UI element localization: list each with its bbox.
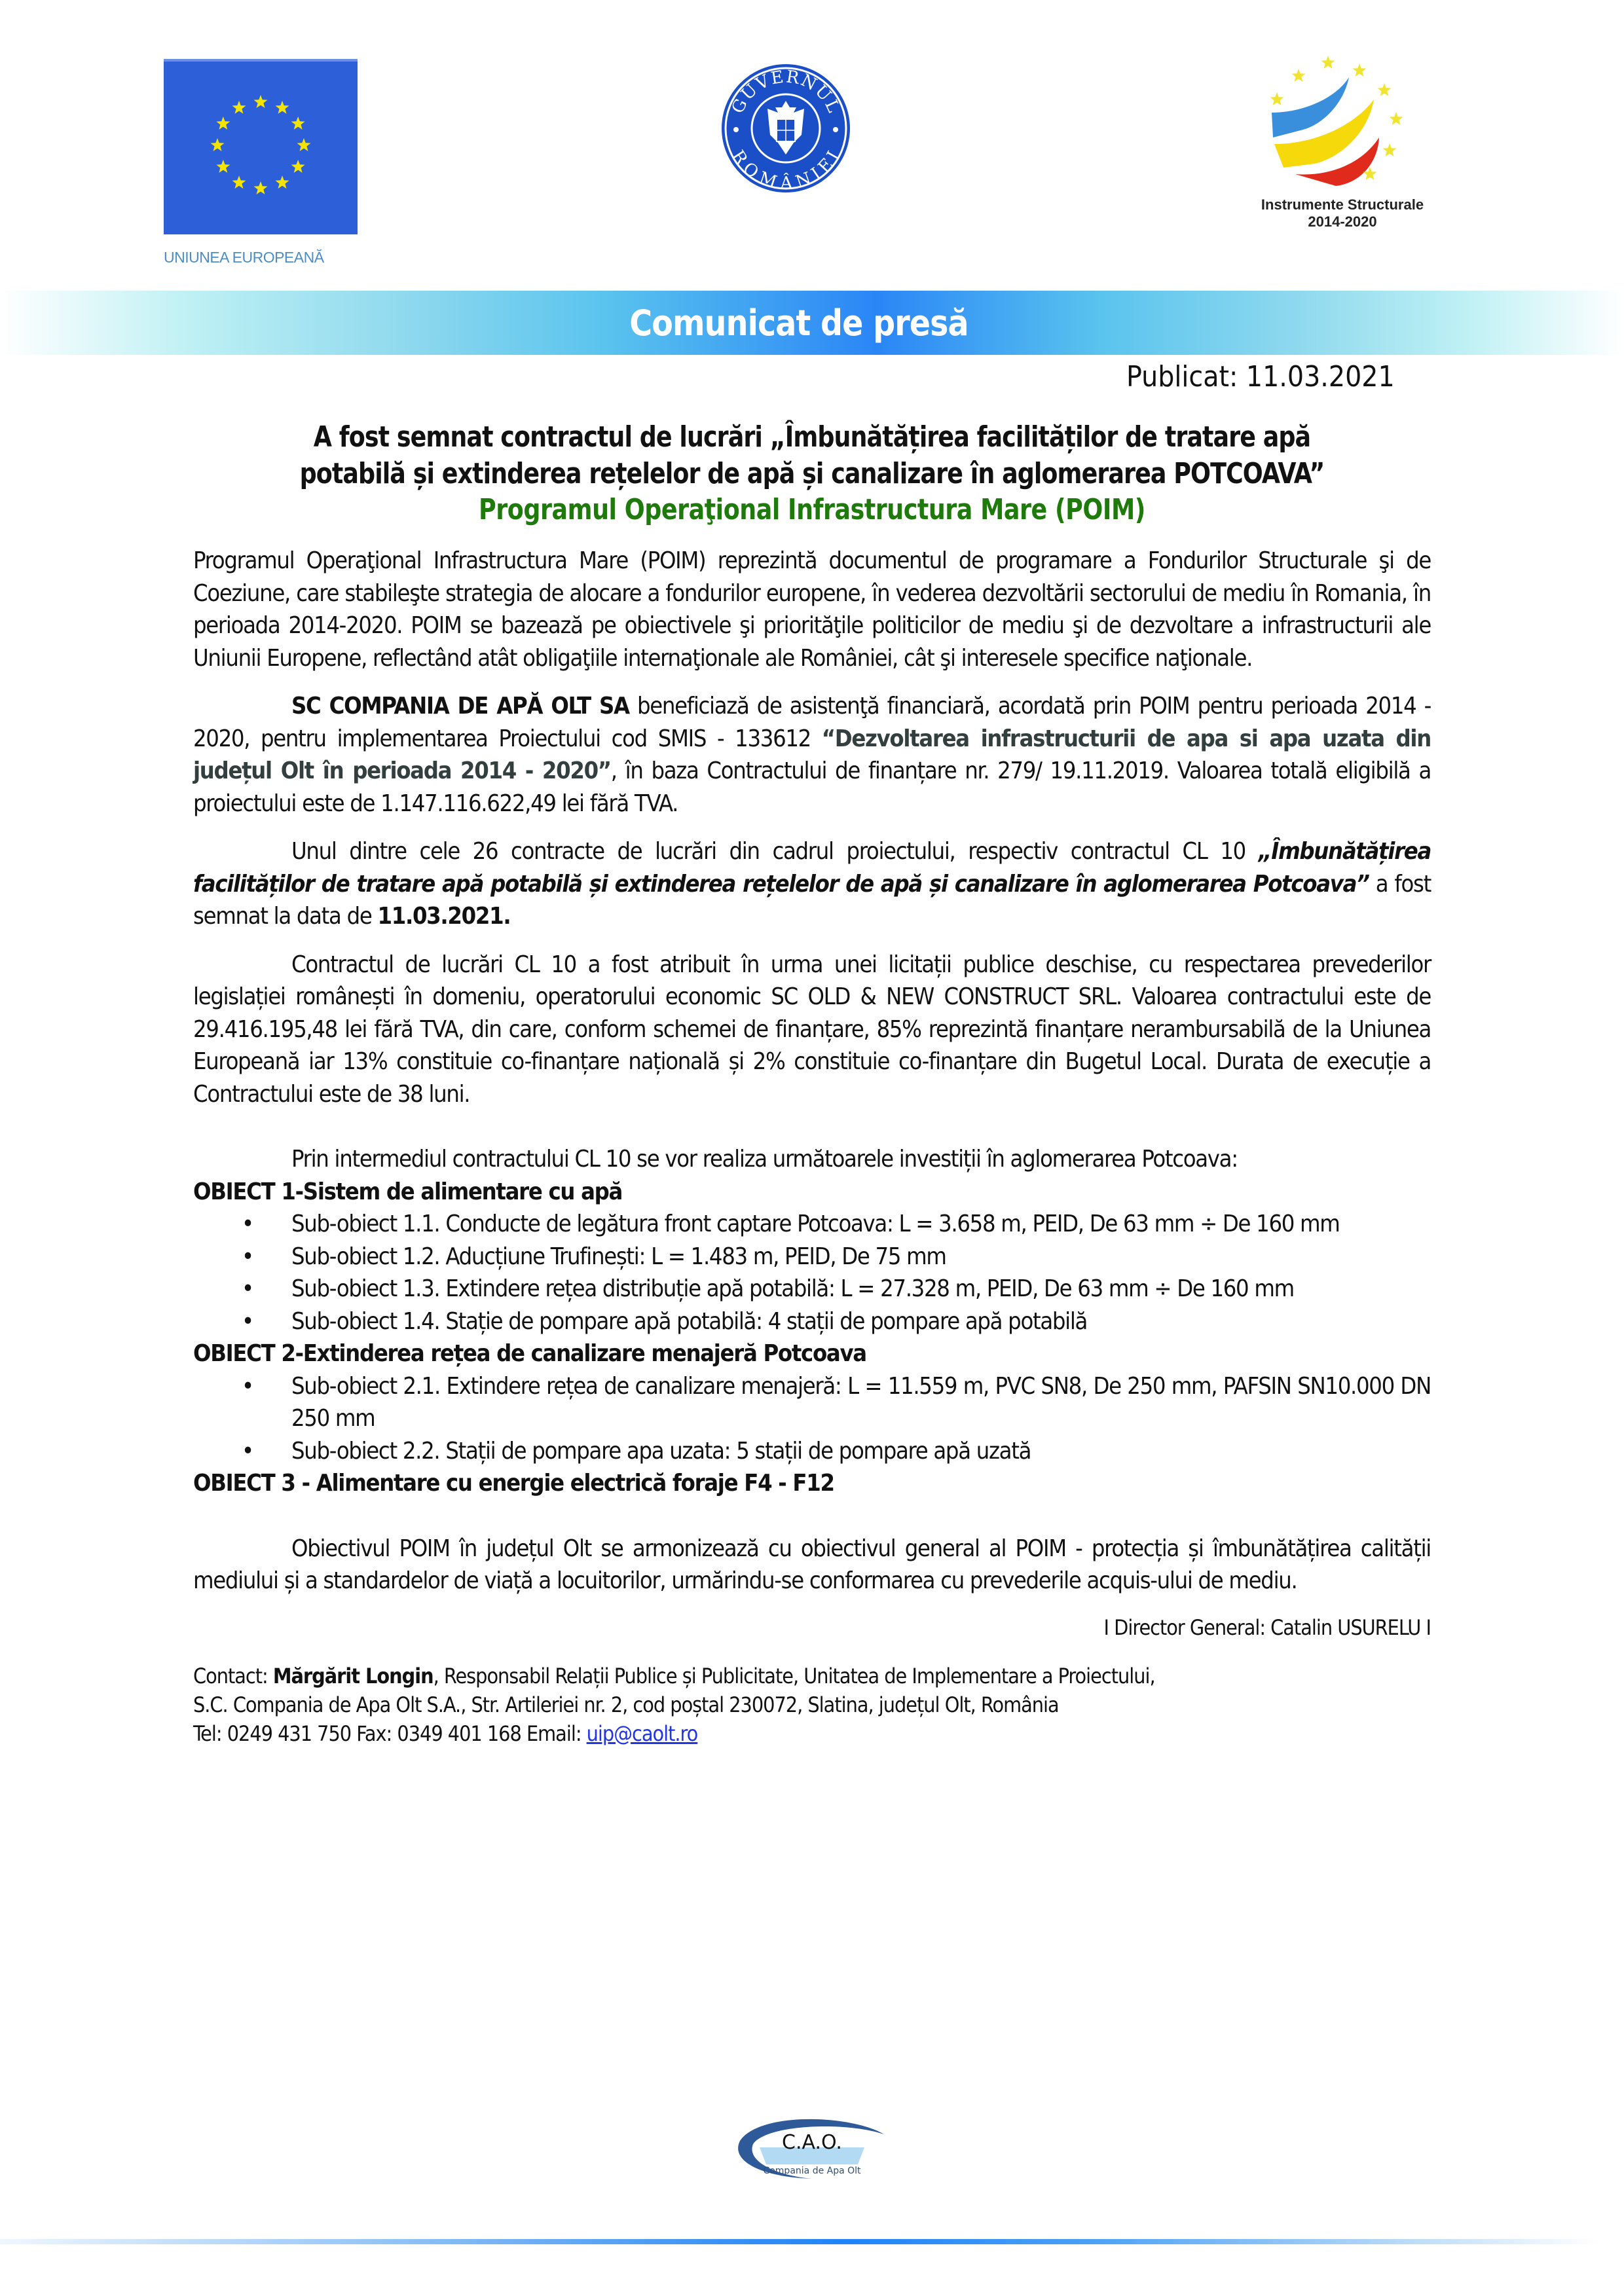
list-item: • Sub-obiect 1.2. Aducțiune Trufinești: L = 1.483 m, PEID, De 75 mm (291, 1241, 1431, 1273)
cao-logo-text: C.A.O. (782, 2131, 842, 2154)
published-date: Publicat: 11.03.2021 (1126, 360, 1395, 393)
eu-logo (164, 59, 358, 266)
eu-star-icon (232, 101, 246, 114)
paragraph-poim-intro: Programul Operaţional Infrastructura Mare (POIM) reprezintă documentul de programare a Fondurilor Structurale şi de Coeziune, care stabileşte strategia de alocare a fondurilor europene, în vederea dezvoltării sectorului de mediu în Romania, în perioada 2014-2020. POIM se bazează pe obiectivele şi priorităţile politicilor de mediu şi de dezvoltare a infrastructurii ale Uniunii Europene, reflectând atât obligaţiile internaţionale ale României, cât şi interesele specifice naţionale. (193, 547, 1431, 672)
program-subtitle: Programul Operaţional Infrastructura Mare (POIM) (479, 493, 1145, 526)
object-1-heading: OBIECT 1-Sistem de alimentare cu apă (193, 1178, 623, 1205)
funding-text-a: beneficiază de asistenţă financiară, acordată prin POIM pentru perioada 2014 - 2020, pentru implementarea Proiectului cod SMIS - 133612 (193, 693, 1431, 752)
contract-text-a: Unul dintre cele 26 contracte de lucrări din cadrul proiectului, respectiv contractul CL 10 (291, 838, 1259, 865)
list-item: • Sub-obiect 1.1. Conducte de legătura front captare Potcoava: L = 3.658 m, PEID, De 63 mm ÷ De 160 mm (291, 1208, 1431, 1241)
footer-divider (0, 2239, 1598, 2244)
structural-instruments-years: 2014-2020 (1308, 213, 1377, 230)
eu-star-icon (216, 117, 230, 130)
object-2-items (193, 1370, 1431, 1468)
paragraph-objective: Obiectivul POIM în județul Olt se armonizează cu obiectivul general al POIM - protecția și îmbunătățirea calității mediului și a standardelor de viață a locuitorilor, urmărindu-se conformarea cu prevederile acquis-ului de mediu. (193, 1535, 1431, 1594)
contact-name: Mărgărit Longin (272, 1663, 434, 1688)
cao-logo (733, 2115, 891, 2180)
article-title (193, 419, 1431, 492)
eu-star-icon (297, 138, 311, 151)
object-2-heading: OBIECT 2-Extinderea rețea de canalizare menajeră Potcoava (193, 1340, 866, 1367)
eu-star-icon (211, 138, 225, 151)
contact-line-3: Tel: 0249 431 750 Fax: 0349 401 168 Email: uip@caolt.ro (193, 1721, 698, 1746)
eu-star-icon (232, 175, 246, 189)
paragraph-funding (193, 690, 1431, 820)
signing-date: 11.03.2021. (377, 903, 511, 930)
list-item: • Sub-obiect 1.4. Stație de pompare apă potabilă: 4 stații de pompare apă potabilă (291, 1305, 1431, 1338)
structural-instruments-star-icon (1353, 64, 1367, 77)
eu-star-icon (276, 101, 289, 114)
article-title-line-1: A fost semnat contractul de lucrări „Îmbunătățirea facilităților de tratare apă (313, 420, 1311, 454)
bullet-icon: • (242, 1211, 253, 1237)
list-item: • Sub-obiect 1.3. Extindere rețea distribuție apă potabilă: L = 27.328 m, PEID, De 63 mm ÷ De 160 mm (291, 1273, 1431, 1305)
banner-title: Comunicat de presă (629, 302, 969, 344)
bullet-icon: • (242, 1372, 253, 1400)
object-1-items (193, 1208, 1431, 1338)
paragraph-contract-signed (193, 835, 1431, 933)
bullet-icon: • (242, 1275, 253, 1302)
contact-address: S.C. Compania de Apa Olt S.A., Str. Artileriei nr. 2, cod poștal 230072, Slatina, județul Olt, România (193, 1692, 1059, 1717)
eu-star-icon (291, 160, 305, 173)
structural-instruments-star-icon (1292, 69, 1306, 82)
structural-instruments-star-icon (1390, 112, 1403, 125)
structural-instruments-logo (1231, 52, 1454, 230)
director-signature: I Director General: Catalin USURELU I (1103, 1614, 1431, 1640)
structural-instruments-star-icon (1383, 143, 1397, 156)
contact-line-1: Contact: Mărgărit Longin, Responsabil Relații Publice și Publicitate, Unitatea de Implementare a Proiectului, (193, 1663, 1155, 1688)
bullet-icon: • (242, 1243, 253, 1270)
eu-star-icon (291, 117, 305, 130)
seal-top-text: GUVERNUL (728, 67, 844, 117)
object-3-heading: OBIECT 3 - Alimentare cu energie electrică foraje F4 - F12 (193, 1470, 834, 1497)
objects-list (193, 1176, 1431, 1500)
eu-star-icon (276, 175, 289, 189)
bullet-icon: • (242, 1307, 253, 1335)
contract-name: „Îmbunătățirea facilităților de tratare apă potabilă și extinderea rețelelor de apă și canalizare în aglomerarea Potcoava” (193, 838, 1431, 898)
funding-text-b: , în baza Contractului de finanțare nr. 279/ 19.11.2019. Valoarea totală eligibilă a proiectului este de 1.147.116.622,49 lei fără TVA. (193, 757, 1431, 817)
eu-caption: UNIUNEA EUROPEANĂ (164, 249, 324, 266)
press-release-banner (0, 291, 1624, 355)
article-title-line-2: potabilă și extinderea rețelelor de apă și canalizare în aglomerarea POTCOAVA” (299, 457, 1325, 490)
eu-star-icon (254, 181, 268, 194)
bullet-icon: • (242, 1437, 253, 1465)
romanian-government-seal-icon (720, 63, 851, 194)
seal-bottom-text: ROMÂNIEI (728, 147, 845, 194)
paragraph-contract-details: Contractul de lucrări CL 10 a fost atribuit în urma unei licitații publice deschise, cu respectarea prevederilor legislației românești în domeniu, operatorului economic SC OLD & NEW CONSTRUCT SRL. Valoarea contractului este de 29.416.195,48 lei fără TVA, din care, conform schemei de finanțare, 85% reprezintă finanțare nerambursabilă de la Uniunea Europeană iar 13% constituie co-finanțare națională și 2% constituie co-finanțare din Bugetul Local. Durata de execuție a Contractului este de 38 luni. (193, 951, 1431, 1108)
structural-instruments-star-icon (1270, 92, 1284, 105)
company-name: SC COMPANIA DE APĂ OLT SA (291, 693, 629, 720)
structural-instruments-star-icon (1321, 56, 1335, 69)
contract-text-b: a fost semnat la data de (193, 870, 1431, 930)
eu-star-icon (254, 95, 268, 108)
list-item: • Sub-obiect 2.2. Stații de pompare apa uzata: 5 stații de pompare apă uzată (291, 1435, 1431, 1468)
eu-flag-icon (164, 59, 358, 234)
structural-instruments-icon (1231, 52, 1454, 190)
contact-block (193, 1662, 1431, 1748)
eu-star-icon (216, 160, 230, 173)
paragraph-investments-intro: Prin intermediul contractului CL 10 se vor realiza următoarele investiții în aglomerarea Potcoava: (291, 1146, 1238, 1173)
article-body (193, 419, 1431, 1748)
structural-instruments-star-icon (1378, 83, 1392, 96)
email-link[interactable]: uip@caolt.ro (586, 1721, 698, 1746)
list-item: • Sub-obiect 2.1. Extindere rețea de canalizare menajeră: L = 11.559 m, PVC SN8, De 250 mm, PAFSIN SN10.000 DN 250 mm (291, 1370, 1431, 1435)
structural-instruments-caption: Instrumente Structurale (1261, 196, 1424, 213)
cao-logo-caption: Compania de Apa Olt (763, 2166, 861, 2176)
project-name: “Dezvoltarea infrastructurii de apa si apa uzata din județul Olt în perioada 2014 - 2020” (193, 725, 1431, 784)
